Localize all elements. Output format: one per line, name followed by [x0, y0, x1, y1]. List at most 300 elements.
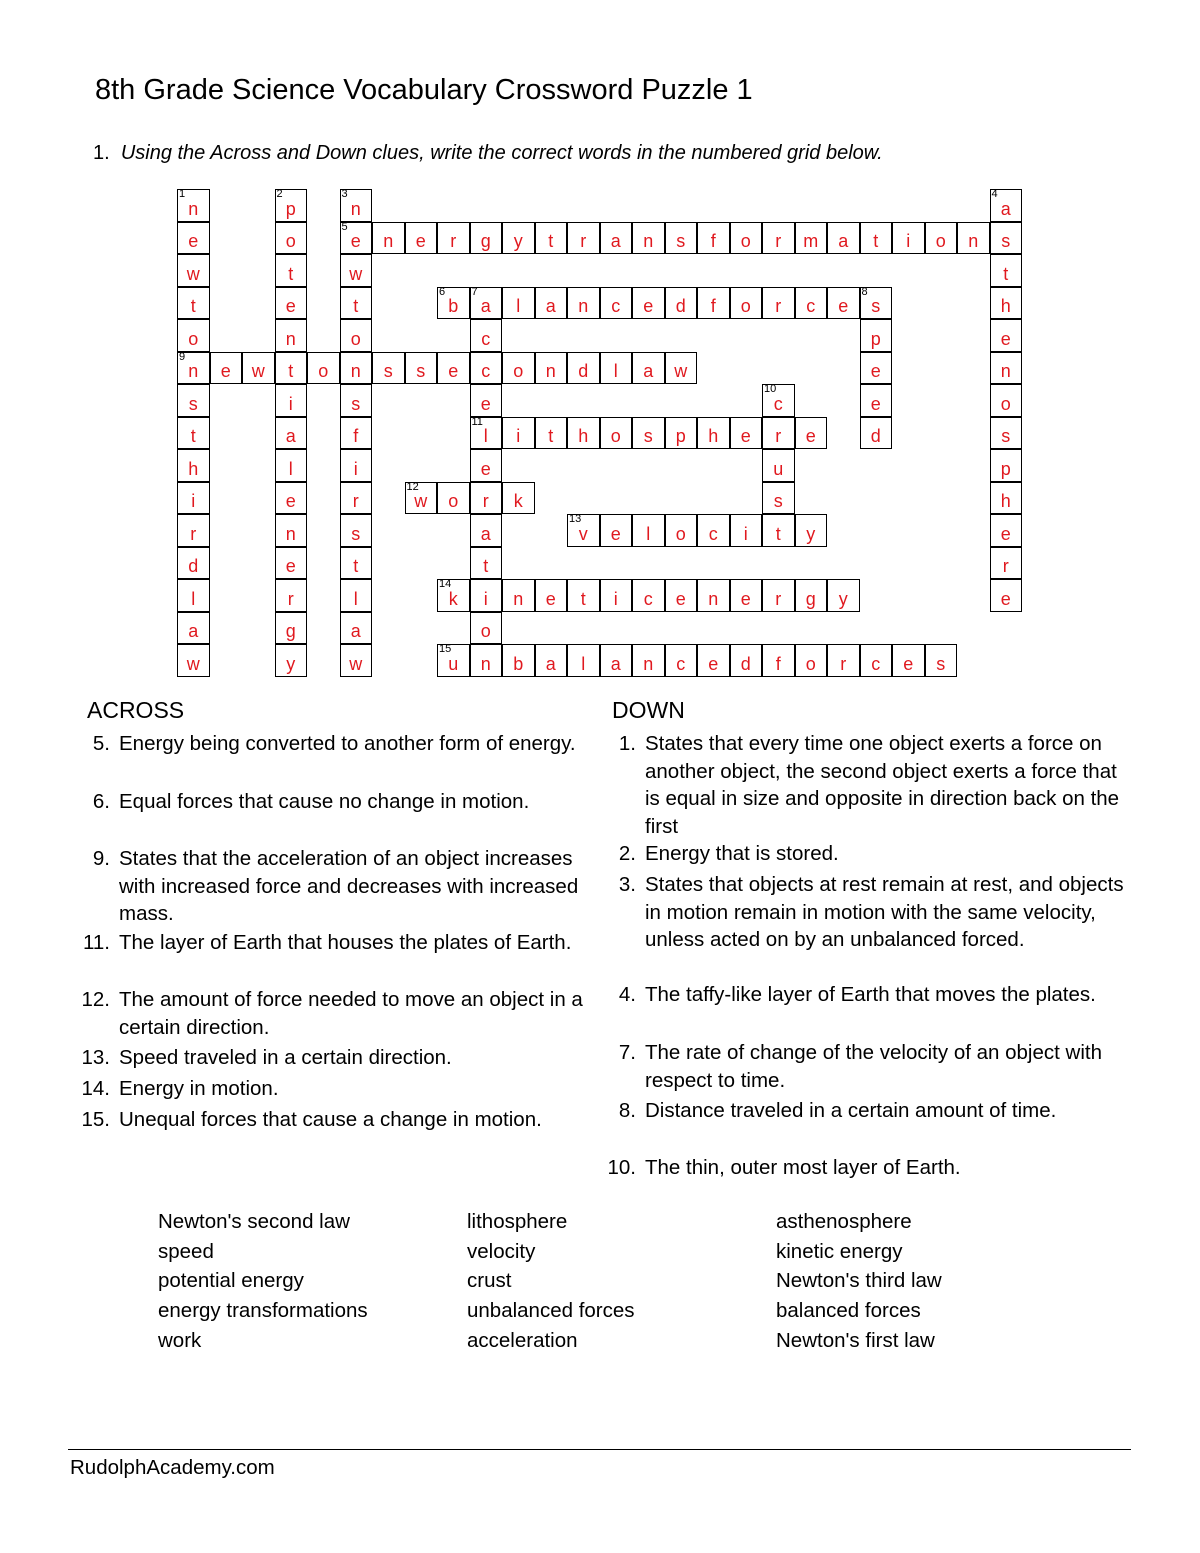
grid-cell[interactable] [730, 222, 763, 255]
cell-letter: p [675, 426, 686, 446]
grid-cell[interactable] [665, 287, 698, 320]
grid-cell[interactable] [925, 644, 958, 677]
clue-number: 5. [92, 732, 110, 755]
across-clue [92, 845, 584, 928]
cell-letter: t [190, 426, 196, 446]
clue-number: 7. [618, 1041, 636, 1064]
cell-letter: d [188, 556, 199, 576]
cell-letter: l [613, 361, 618, 381]
grid-cell[interactable] [567, 579, 600, 612]
cell-number: 10 [764, 383, 777, 395]
cell-letter: e [545, 588, 556, 609]
cell-letter: r [1002, 556, 1009, 576]
grid-cell[interactable] [665, 417, 698, 450]
cell-letter: n [383, 231, 394, 251]
across-heading: ACROSS [87, 697, 185, 723]
grid-cell[interactable] [632, 352, 665, 385]
grid-cell[interactable] [275, 352, 308, 385]
clue-number: 8. [618, 1099, 636, 1122]
cell-letter: r [190, 523, 197, 544]
grid-cell[interactable] [502, 287, 535, 320]
grid-cell[interactable] [177, 514, 210, 547]
word-bank-item: Newton's second law [158, 1210, 350, 1233]
grid-cell[interactable] [600, 417, 633, 450]
crossword-grid [0, 0, 1200, 700]
cell-letter: t [190, 296, 196, 316]
cell-letter: h [1000, 296, 1011, 316]
grid-cell[interactable] [502, 417, 535, 450]
grid-cell[interactable] [860, 352, 893, 385]
grid-cell[interactable] [275, 547, 308, 580]
cell-letter: s [383, 361, 393, 381]
cell-letter: i [483, 588, 488, 609]
grid-cell[interactable] [470, 352, 503, 385]
cell-letter: e [643, 296, 654, 316]
grid-cell[interactable] [632, 222, 665, 255]
clue-text: States that objects at rest remain at rest, and objects in motion remain in motion with the same velocity, unless acted on by an unbalanced forced. [645, 873, 1124, 951]
cell-number: 15 [439, 643, 452, 655]
grid-cell[interactable] [275, 189, 308, 222]
grid-cell[interactable] [340, 254, 373, 287]
cell-letter: l [646, 523, 651, 544]
word-bank-item: unbalanced forces [467, 1299, 635, 1323]
grid-cell[interactable] [860, 417, 893, 450]
grid-cell[interactable] [697, 514, 730, 547]
grid-cell[interactable] [762, 222, 795, 255]
down-clue [618, 1097, 1130, 1125]
cell-letter: e [610, 523, 621, 544]
cell-letter: w [414, 491, 428, 511]
grid-cell[interactable] [990, 287, 1023, 320]
cell-letter: w [349, 653, 363, 674]
grid-cell[interactable] [632, 644, 665, 677]
cell-letter: w [186, 263, 200, 284]
word-bank-item: Newton's third law [776, 1269, 942, 1293]
cell-letter: t [548, 426, 554, 446]
cell-letter: d [870, 426, 881, 446]
cell-letter: c [773, 393, 783, 414]
grid-cell[interactable] [470, 579, 503, 612]
grid-cell[interactable] [762, 514, 795, 547]
cell-letter: e [448, 361, 459, 381]
cell-letter: g [480, 231, 491, 251]
grid-cell[interactable] [632, 417, 665, 450]
grid-cell[interactable] [340, 287, 373, 320]
grid-cell[interactable] [340, 222, 373, 255]
grid-cell[interactable] [990, 482, 1023, 515]
clue-number: 2. [618, 842, 636, 865]
grid-cell[interactable] [990, 579, 1023, 612]
grid-cell[interactable] [177, 482, 210, 515]
grid-cell[interactable] [990, 254, 1023, 287]
grid-cell[interactable] [762, 417, 795, 450]
grid-cell[interactable] [535, 222, 568, 255]
grid-cell[interactable] [437, 222, 470, 255]
grid-cell[interactable] [177, 449, 210, 482]
cell-letter: e [903, 653, 914, 674]
word-bank-column [158, 1207, 368, 1356]
cell-letter: r [450, 231, 457, 251]
grid-cell[interactable] [437, 644, 470, 677]
grid-cell[interactable] [925, 222, 958, 255]
cell-letter: n [578, 296, 589, 316]
cell-letter: c [871, 653, 881, 674]
grid-cell[interactable] [275, 612, 308, 645]
cell-letter: o [740, 296, 751, 316]
grid-cell[interactable] [535, 352, 568, 385]
cell-letter: o [285, 231, 296, 251]
cell-letter: l [483, 426, 488, 446]
word-bank-item: acceleration [467, 1328, 578, 1352]
grid-cell[interactable] [275, 384, 308, 417]
cell-letter: h [578, 426, 589, 446]
cell-letter: t [873, 231, 879, 251]
grid-cell[interactable] [990, 384, 1023, 417]
grid-cell[interactable] [340, 449, 373, 482]
grid-cell[interactable] [405, 482, 438, 515]
cell-letter: r [482, 491, 489, 511]
grid-cell[interactable] [762, 579, 795, 612]
grid-cell[interactable] [697, 287, 730, 320]
grid-cell[interactable] [470, 482, 503, 515]
grid-cell[interactable] [860, 319, 893, 352]
grid-cell[interactable] [600, 579, 633, 612]
grid-cell[interactable] [470, 449, 503, 482]
grid-cell[interactable] [210, 352, 243, 385]
grid-cell[interactable] [470, 384, 503, 417]
grid-cell[interactable] [340, 514, 373, 547]
grid-cell[interactable] [437, 287, 470, 320]
cell-letter: t [353, 556, 359, 576]
grid-cell[interactable] [275, 222, 308, 255]
cell-letter: h [708, 426, 719, 446]
grid-cell[interactable] [340, 579, 373, 612]
cell-letter: e [870, 393, 881, 414]
grid-cell[interactable] [990, 352, 1023, 385]
word-bank-item: potential energy [158, 1269, 304, 1293]
grid-cell[interactable] [275, 287, 308, 320]
grid-cell[interactable] [275, 482, 308, 515]
cell-letter: e [480, 393, 491, 414]
cell-letter: p [285, 198, 296, 219]
grid-cell[interactable] [502, 222, 535, 255]
cell-number: 6 [439, 285, 446, 298]
grid-cell[interactable] [730, 644, 763, 677]
grid-cell[interactable] [990, 449, 1023, 482]
clue-number: 6. [92, 790, 110, 813]
grid-cell[interactable] [665, 352, 698, 385]
down-clue [618, 1039, 1130, 1094]
grid-cell[interactable] [567, 222, 600, 255]
across-clue [81, 1106, 584, 1134]
grid-cell[interactable] [697, 579, 730, 612]
word-bank-item: asthenosphere [776, 1210, 912, 1233]
cell-letter: f [710, 231, 716, 251]
grid-cell[interactable] [600, 644, 633, 677]
grid-cell[interactable] [177, 287, 210, 320]
grid-cell[interactable] [340, 189, 373, 222]
grid-cell[interactable] [502, 644, 535, 677]
grid-cell[interactable] [275, 514, 308, 547]
cell-letter: i [516, 426, 521, 446]
grid-cell[interactable] [795, 417, 828, 450]
grid-cell[interactable] [600, 352, 633, 385]
cell-letter: l [288, 458, 293, 479]
clue-text: Speed traveled in a certain direction. [119, 1046, 452, 1069]
word-bank-item: velocity [467, 1239, 536, 1263]
cell-letter: i [353, 458, 358, 479]
grid-cell[interactable] [697, 644, 730, 677]
grid-cell[interactable] [860, 222, 893, 255]
cell-letter: o [1000, 393, 1011, 414]
cell-letter: n [643, 231, 654, 251]
cell-letter: r [352, 491, 359, 511]
cell-letter: a [188, 621, 199, 641]
grid-cell[interactable] [340, 352, 373, 385]
cell-letter: a [480, 296, 491, 316]
grid-cell[interactable] [437, 352, 470, 385]
across-clue [81, 986, 584, 1041]
grid-cell[interactable] [762, 449, 795, 482]
grid-cell[interactable] [632, 287, 665, 320]
grid-cell[interactable] [600, 514, 633, 547]
cell-letter: r [775, 296, 782, 316]
cell-letter: s [643, 426, 653, 446]
grid-cell[interactable] [340, 482, 373, 515]
grid-cell[interactable] [697, 222, 730, 255]
cell-letter: o [610, 426, 621, 446]
cell-letter: e [1000, 523, 1011, 544]
grid-cell[interactable] [795, 644, 828, 677]
grid-cell[interactable] [632, 579, 665, 612]
cell-number: 11 [471, 415, 483, 428]
grid-cell[interactable] [730, 514, 763, 547]
grid-cell[interactable] [502, 352, 535, 385]
down-clue [618, 871, 1130, 954]
cell-letter: c [806, 296, 816, 316]
grid-cell[interactable] [990, 514, 1023, 547]
grid-cell[interactable] [372, 222, 405, 255]
grid-cell[interactable] [470, 319, 503, 352]
cell-letter: n [708, 588, 719, 609]
grid-cell[interactable] [892, 222, 925, 255]
grid-cell[interactable] [470, 417, 503, 450]
grid-cell[interactable] [405, 222, 438, 255]
cell-letter: w [186, 653, 200, 674]
cell-letter: i [288, 393, 293, 414]
grid-cell[interactable] [177, 417, 210, 450]
grid-cell[interactable] [340, 417, 373, 450]
grid-cell[interactable] [665, 514, 698, 547]
cell-letter: b [448, 296, 459, 316]
grid-cell[interactable] [502, 482, 535, 515]
clue-number: 9. [92, 847, 110, 870]
cell-letter: s [773, 491, 783, 511]
grid-cell[interactable] [242, 352, 275, 385]
down-clue [618, 730, 1130, 840]
clue-number: 13. [81, 1046, 110, 1069]
grid-cell[interactable] [372, 352, 405, 385]
grid-cell[interactable] [177, 319, 210, 352]
cell-letter: o [350, 328, 361, 349]
cell-letter: o [513, 361, 524, 381]
cell-letter: e [415, 231, 426, 251]
grid-cell[interactable] [275, 319, 308, 352]
grid-cell[interactable] [535, 417, 568, 450]
grid-cell[interactable] [275, 254, 308, 287]
grid-cell[interactable] [795, 222, 828, 255]
grid-cell[interactable] [697, 417, 730, 450]
grid-cell[interactable] [340, 319, 373, 352]
cell-letter: k [448, 588, 458, 609]
grid-cell[interactable] [275, 644, 308, 677]
grid-cell[interactable] [470, 547, 503, 580]
grid-cell[interactable] [470, 222, 503, 255]
grid-cell[interactable] [470, 514, 503, 547]
grid-cell[interactable] [600, 287, 633, 320]
cell-letter: v [578, 523, 588, 544]
cell-letter: o [448, 491, 459, 511]
grid-cell[interactable] [275, 417, 308, 450]
cell-letter: e [805, 426, 816, 446]
grid-cell[interactable] [892, 644, 925, 677]
grid-cell[interactable] [535, 579, 568, 612]
grid-cell[interactable] [632, 514, 665, 547]
cell-letter: l [581, 653, 586, 674]
cell-letter: l [353, 588, 358, 609]
grid-cell[interactable] [827, 222, 860, 255]
grid-cell[interactable] [730, 579, 763, 612]
cell-letter: n [188, 361, 199, 381]
grid-cell[interactable] [762, 644, 795, 677]
grid-cell[interactable] [275, 579, 308, 612]
grid-cell[interactable] [502, 579, 535, 612]
cell-letter: r [775, 231, 782, 251]
grid-cell[interactable] [827, 579, 860, 612]
grid-cell[interactable] [340, 644, 373, 677]
grid-cell[interactable] [177, 189, 210, 222]
cell-letter: e [285, 556, 296, 576]
grid-cell[interactable] [990, 222, 1023, 255]
cell-letter: n [513, 588, 524, 609]
cell-letter: d [675, 296, 686, 316]
grid-cell[interactable] [730, 287, 763, 320]
grid-cell[interactable] [990, 319, 1023, 352]
grid-cell[interactable] [340, 612, 373, 645]
grid-cell[interactable] [762, 384, 795, 417]
cell-letter: s [936, 653, 946, 674]
cell-letter: n [545, 361, 556, 381]
cell-letter: s [351, 523, 361, 544]
cell-letter: a [545, 653, 556, 674]
cell-letter: c [643, 588, 653, 609]
cell-letter: o [675, 523, 686, 544]
clue-text: States that the acceleration of an object increases with increased force and decreases with increased mass. [119, 847, 579, 925]
cell-letter: c [676, 653, 686, 674]
grid-cell[interactable] [665, 222, 698, 255]
grid-cell[interactable] [340, 384, 373, 417]
grid-cell[interactable] [795, 287, 828, 320]
grid-cell[interactable] [177, 254, 210, 287]
cell-number: 8 [861, 285, 868, 298]
cell-letter: t [580, 588, 586, 609]
grid-cell[interactable] [275, 449, 308, 482]
grid-cell[interactable] [730, 417, 763, 450]
cell-letter: y [513, 231, 523, 251]
grid-cell[interactable] [177, 222, 210, 255]
grid-cell[interactable] [567, 287, 600, 320]
grid-cell[interactable] [860, 384, 893, 417]
grid-cell[interactable] [990, 417, 1023, 450]
instruction-text: Using the Across and Down clues, write the correct words in the numbered grid below. [120, 142, 883, 164]
grid-cell[interactable] [177, 547, 210, 580]
grid-cell[interactable] [860, 287, 893, 320]
grid-cell[interactable] [957, 222, 990, 255]
grid-cell[interactable] [535, 287, 568, 320]
cell-letter: w [251, 361, 265, 381]
cell-letter: k [513, 491, 523, 511]
grid-cell[interactable] [567, 514, 600, 547]
grid-cell[interactable] [307, 352, 340, 385]
instruction-number: 1. [93, 142, 110, 164]
grid-cell[interactable] [177, 644, 210, 677]
grid-cell[interactable] [437, 579, 470, 612]
grid-cell[interactable] [762, 482, 795, 515]
grid-cell[interactable] [795, 514, 828, 547]
grid-cell[interactable] [860, 644, 893, 677]
clue-text: Energy in motion. [119, 1077, 279, 1100]
cell-letter: e [285, 491, 296, 511]
cell-letter: u [773, 458, 784, 479]
grid-cell[interactable] [600, 222, 633, 255]
cell-letter: u [448, 653, 459, 674]
grid-cell[interactable] [990, 189, 1023, 222]
grid-cell[interactable] [567, 417, 600, 450]
grid-cell[interactable] [827, 644, 860, 677]
cell-letter: s [1001, 231, 1011, 251]
grid-cell[interactable] [470, 644, 503, 677]
grid-cell[interactable] [827, 287, 860, 320]
grid-cell[interactable] [535, 644, 568, 677]
cell-letter: e [708, 653, 719, 674]
grid-cell[interactable] [567, 352, 600, 385]
clue-number: 1. [618, 732, 636, 755]
grid-cell[interactable] [470, 612, 503, 645]
cell-letter: n [285, 523, 296, 544]
grid-cell[interactable] [470, 287, 503, 320]
grid-cell[interactable] [567, 644, 600, 677]
grid-cell[interactable] [177, 612, 210, 645]
cell-letter: s [871, 296, 881, 316]
grid-cell[interactable] [340, 547, 373, 580]
grid-cell[interactable] [795, 579, 828, 612]
grid-cell[interactable] [177, 579, 210, 612]
cell-number: 5 [341, 220, 348, 233]
grid-cell[interactable] [405, 352, 438, 385]
grid-cell[interactable] [177, 352, 210, 385]
grid-cell[interactable] [437, 482, 470, 515]
grid-cell[interactable] [177, 384, 210, 417]
cell-letter: t [548, 231, 554, 251]
cell-letter: n [188, 198, 199, 219]
clue-text: The taffy-like layer of Earth that moves the plates. [645, 983, 1096, 1006]
grid-cell[interactable] [762, 287, 795, 320]
cell-letter: f [710, 296, 716, 316]
grid-cell[interactable] [990, 547, 1023, 580]
grid-cell[interactable] [665, 579, 698, 612]
cell-letter: c [708, 523, 718, 544]
grid-cell[interactable] [665, 644, 698, 677]
